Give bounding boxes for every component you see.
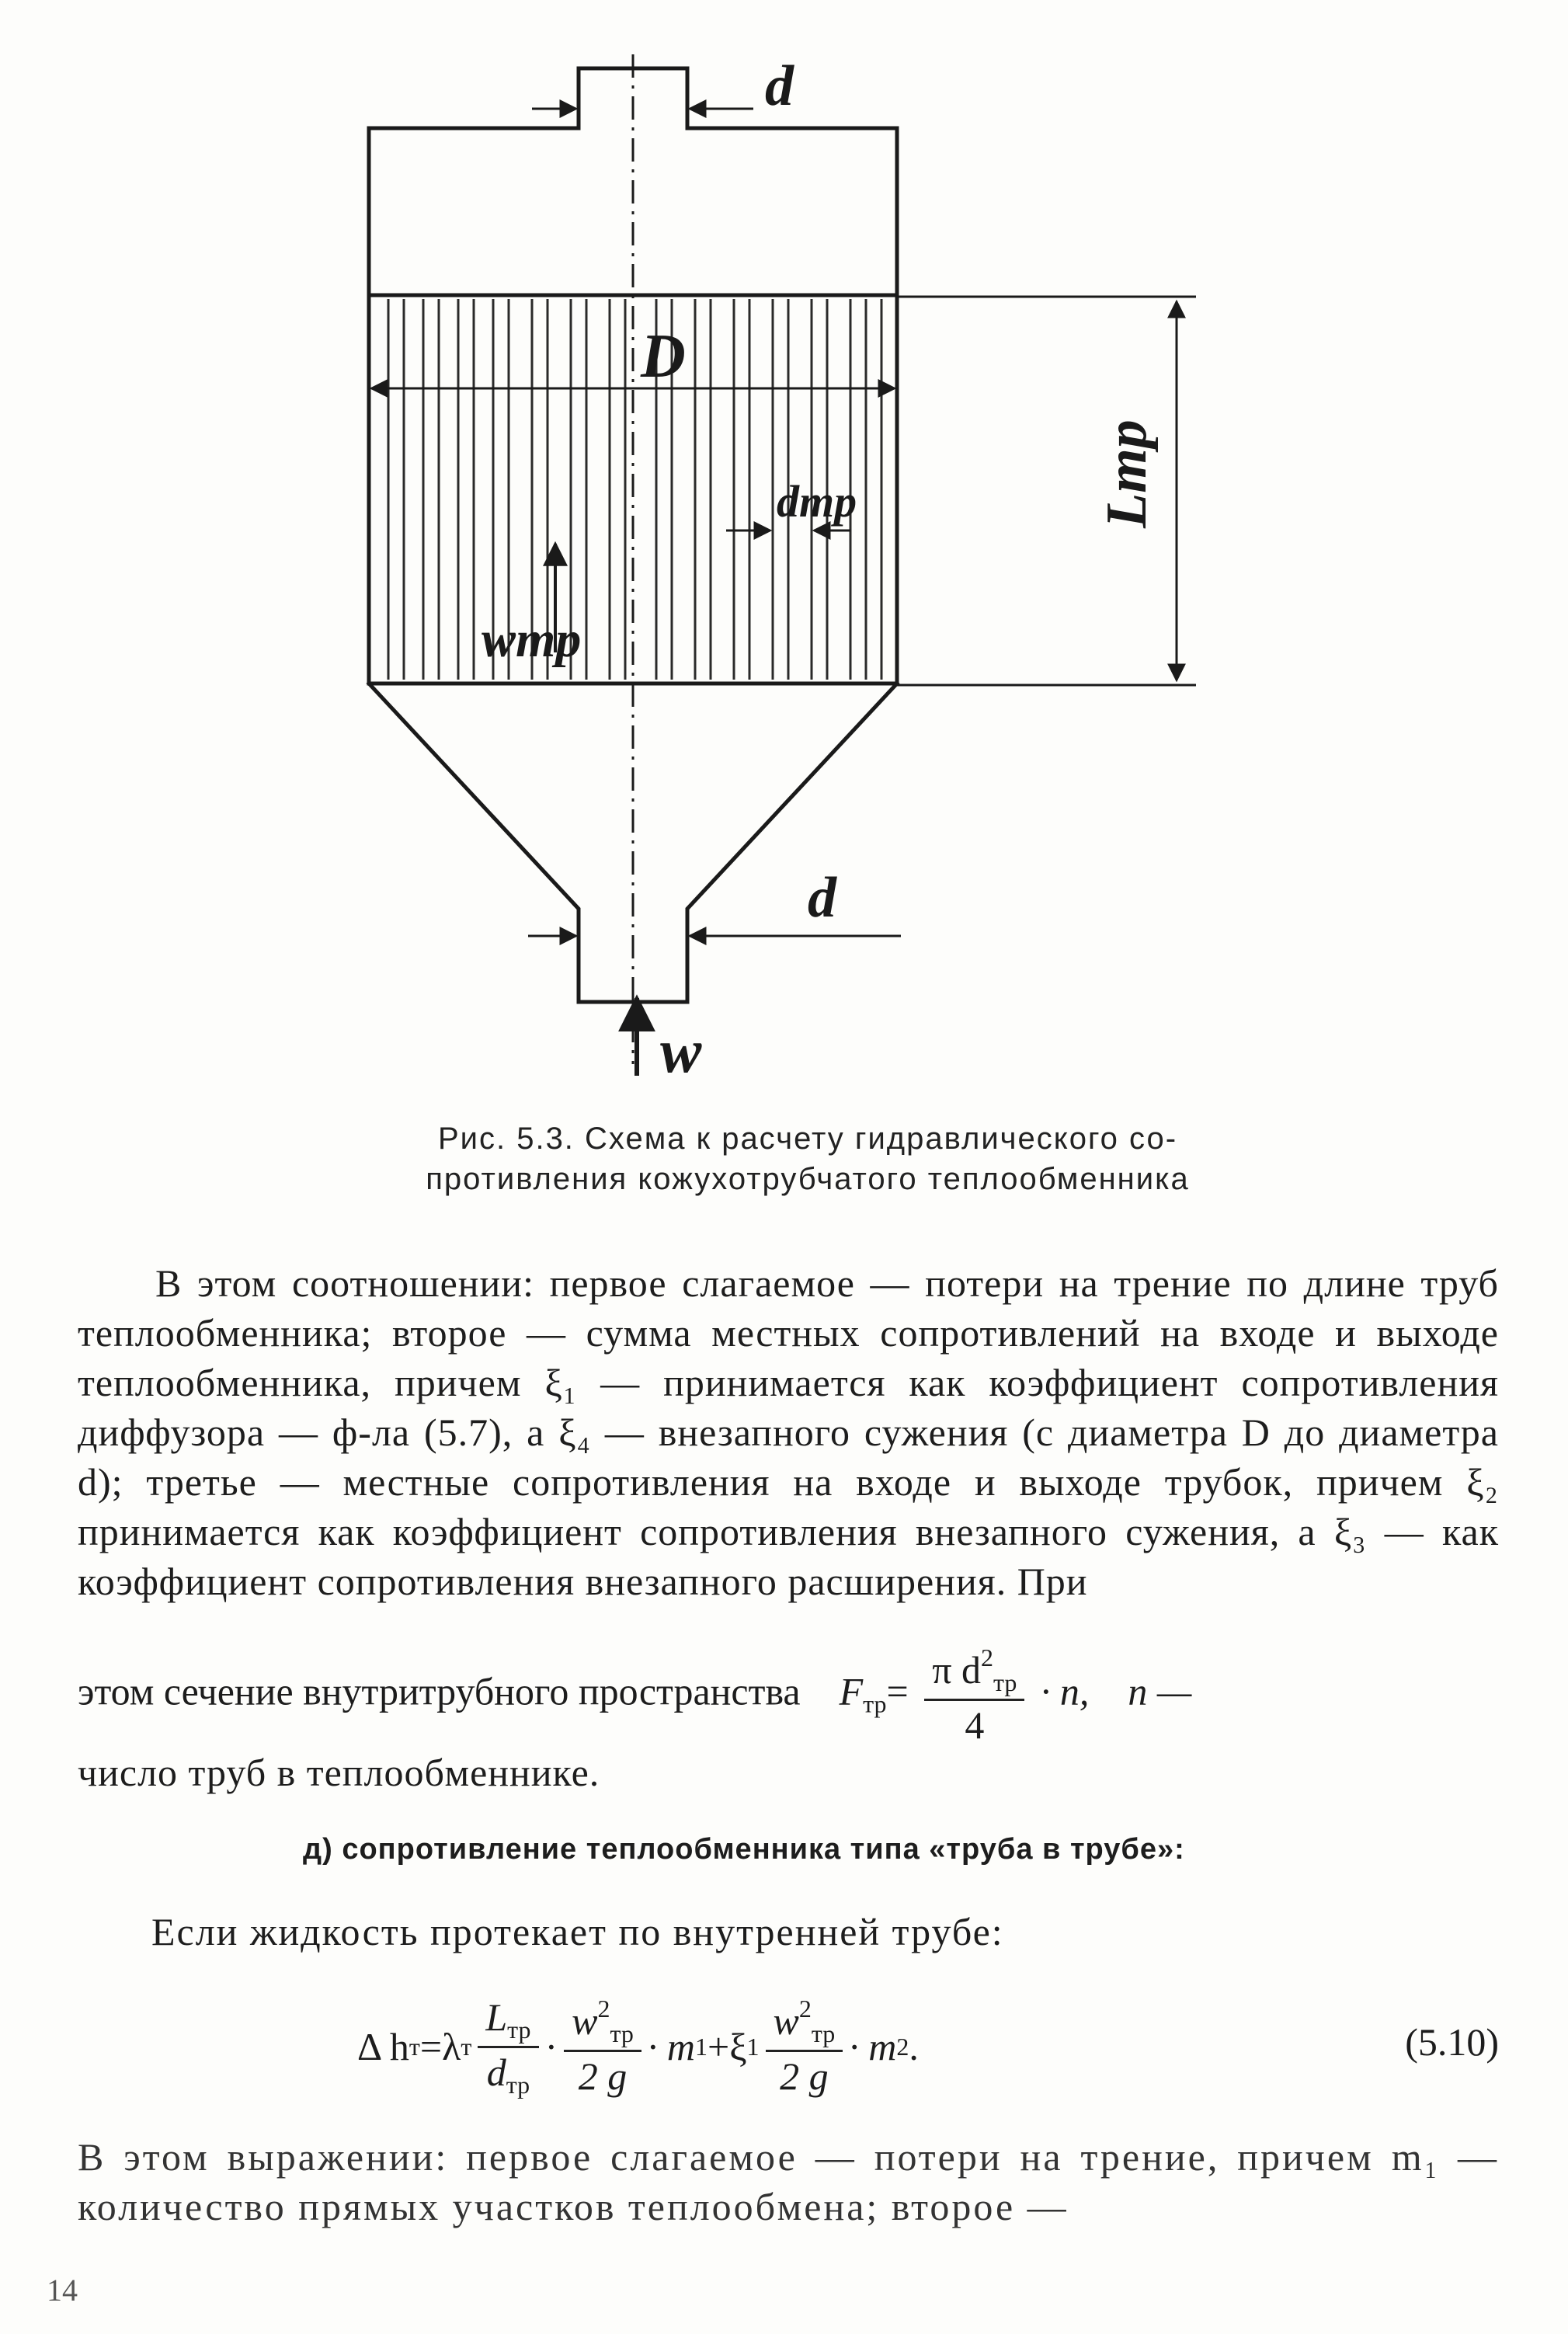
formula-5-10: [357, 1981, 1499, 2113]
f510-frac2-den: 2 g: [578, 2054, 628, 2098]
f510-frac1-num-sub: тр: [507, 2015, 531, 2044]
f510-eq: =: [419, 2025, 443, 2068]
formula-num-sub: тр: [993, 1668, 1017, 1696]
formula-F-sub: тр: [863, 1689, 887, 1718]
paragraph-1-end-text: число труб в теплообменнике.: [78, 1751, 600, 1794]
f510-frac3-num: w: [773, 1999, 799, 2043]
label-d-top: d: [765, 54, 794, 118]
label-d-tr: dтр: [777, 476, 857, 527]
f510-m1: · m: [647, 2025, 696, 2068]
f510-frac2-num-sub: тр: [610, 2019, 634, 2047]
f510-frac2-num: w: [572, 1999, 598, 2043]
formula-num-sup: 2: [981, 1644, 993, 1671]
formula-fraction: [924, 1644, 1024, 1748]
figure-caption: [326, 1118, 1289, 1199]
formula-times-n: · n,: [1040, 1669, 1090, 1713]
formula-num: π d: [932, 1648, 981, 1692]
formula-n-dash: n —: [1128, 1669, 1192, 1713]
f510-xi: ξ: [729, 2025, 747, 2068]
label-w: w: [660, 1017, 702, 1086]
f510-plus: +: [708, 2025, 730, 2068]
page-number: 14: [47, 2273, 78, 2308]
paragraph-3: В этом выражении: первое слагаемое — потери на трение, причем m₁ — количество прямых участков теплообмена; второе —: [78, 2135, 1499, 2228]
f510-dot: ·: [544, 2025, 558, 2068]
heat-exchanger-diagram: [342, 31, 1274, 1103]
f510-frac3-num-sup: 2: [798, 1995, 812, 2023]
equation-number: (5.10): [1405, 2020, 1499, 2064]
f510-lambda: λ: [442, 2025, 461, 2068]
f510-lhs-sub: т: [409, 2032, 420, 2061]
f510-lhs: Δ h: [357, 2025, 409, 2068]
f510-frac1-num: L: [485, 1995, 508, 2039]
f510-frac-3: [766, 1995, 843, 2099]
paragraph-1-end: [78, 1748, 1499, 1797]
f510-frac2-num-sup: 2: [597, 1995, 610, 2023]
f510-frac-2: [564, 1995, 641, 2099]
caption-line-1: Рис. 5.3. Схема к расчету гидравлического со-: [437, 1122, 1178, 1156]
paragraph-2: Если жидкость протекает по внутренней трубе:: [151, 1910, 1004, 1953]
paragraph-1-text: В этом соотношении: первое слагаемое — потери на трение по длине труб теплообменника; второе — сумма местных сопротивлений на входе и выходе теплообменника, причем ξ₁ — принимается как коэффициент сопротивления диффузора — ф-ла (5.7), а ξ₄ — внезапного сужения (с диаметра D до диаметра d); третье — местные сопротивления на входе и выходе трубок, причем ξ₂ принимается как коэффициент сопротивления внезапного сужения, а ξ₃ — как коэффициент сопротивления внезапного расширения. При: [78, 1261, 1499, 1603]
f510-m2: · m: [849, 2025, 897, 2068]
formula-equals: =: [886, 1669, 909, 1713]
formula-den: 4: [965, 1703, 985, 1747]
subsection-heading: д) сопротивление теплообменника типа «труба в трубе»:: [303, 1833, 1185, 1866]
cross-section-formula: [78, 1644, 1499, 1760]
caption-line-2: противления кожухотрубчатого теплообменника: [426, 1162, 1190, 1196]
f510-frac1-den-sub: тр: [506, 2070, 530, 2099]
f510-period: .: [909, 2025, 919, 2068]
f510-m2-sub: 2: [896, 2032, 909, 2061]
label-w-tr: wтр: [482, 611, 582, 668]
f510-m1-sub: 1: [695, 2032, 708, 2061]
f510-lambda-sub: т: [461, 2032, 472, 2061]
f510-frac3-den: 2 g: [780, 2054, 829, 2098]
label-d-bottom: d: [808, 866, 836, 930]
paragraph-1: [78, 1258, 1499, 1606]
label-D: D: [641, 322, 686, 391]
formula-prefix: этом сечение внутритрубного пространства: [78, 1669, 801, 1713]
f510-xi-sub: 1: [746, 2032, 760, 2061]
bottom-cone: [369, 684, 633, 1002]
formula-F: F: [839, 1669, 864, 1713]
f510-frac1-den: d: [486, 2050, 506, 2094]
f510-frac-1: [478, 1995, 538, 2099]
label-L-tr: Lтр: [1095, 419, 1159, 528]
f510-frac3-num-sub: тр: [811, 2019, 836, 2047]
